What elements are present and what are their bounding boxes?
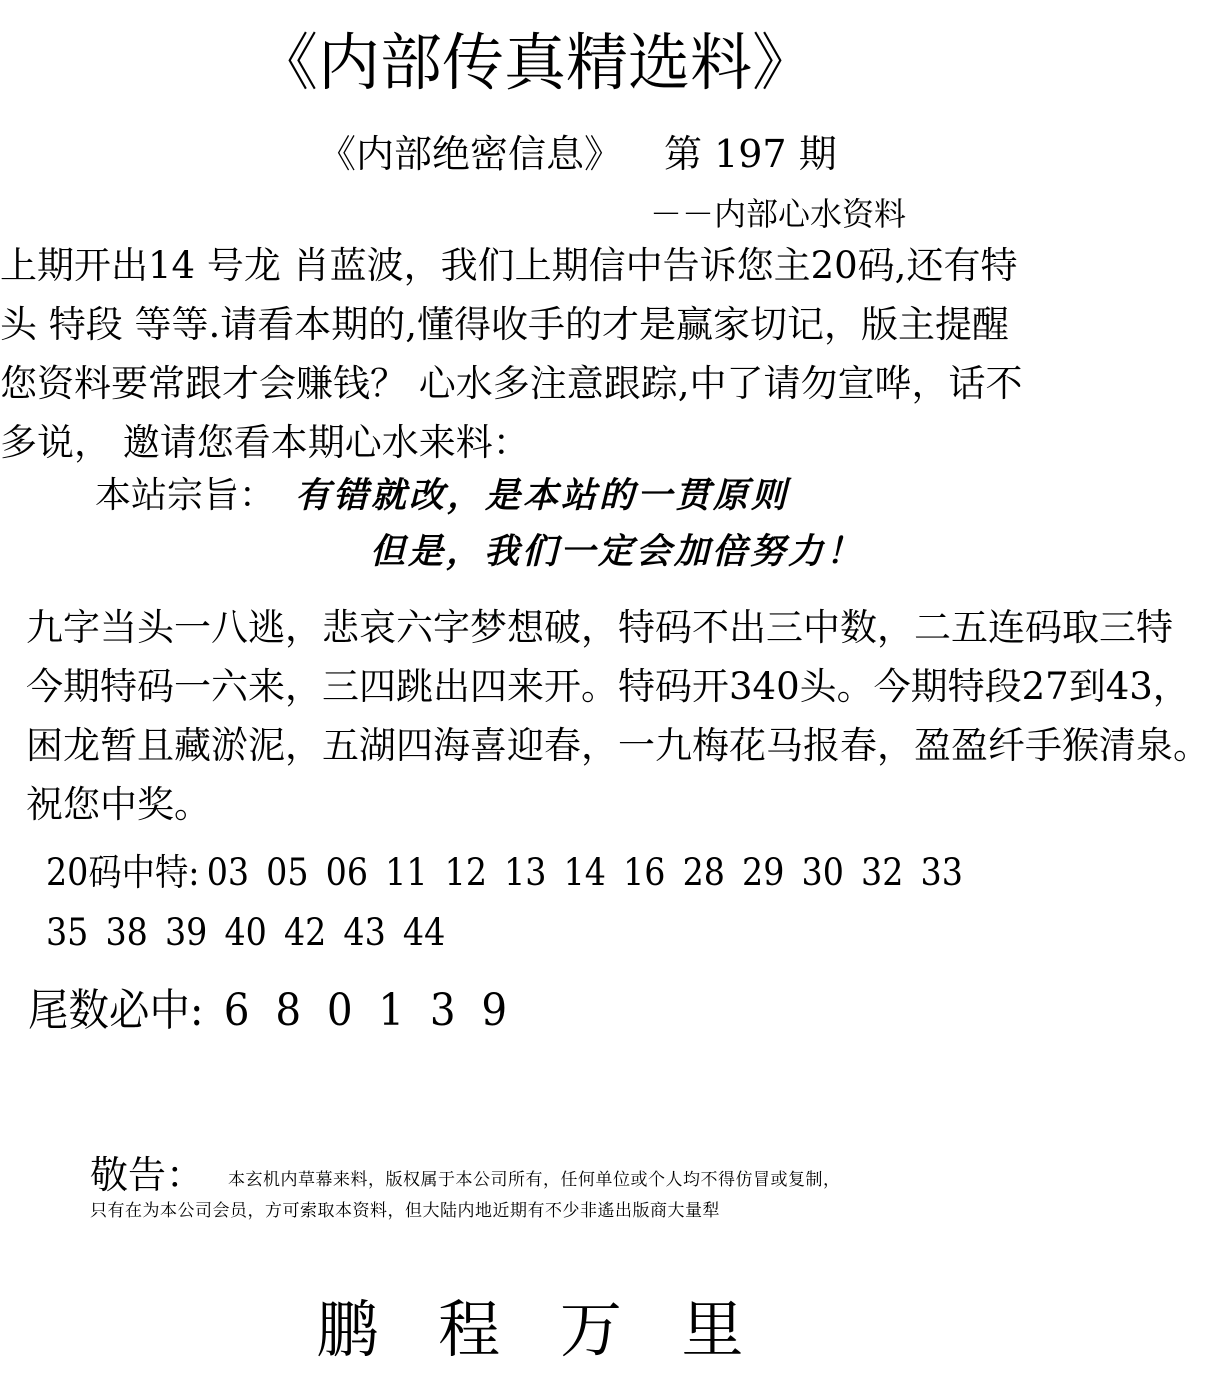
tail-digit: 6 xyxy=(223,985,250,1036)
notice-label: 敬告： xyxy=(90,1153,205,1197)
code-number: 05 xyxy=(266,851,309,894)
code-number: 12 xyxy=(444,851,488,894)
intro-line: 您资料要常跟才会赚钱？ 心水多注意跟踪,中了请勿宣哗，话不 xyxy=(0,362,1023,405)
code-number: 30 xyxy=(801,851,844,894)
notice-line-1: 本玄机内草幕来料，版权属于本公司所有，任何单位或个人均不得仿冒或复制， xyxy=(228,1170,841,1190)
motto-label: 本站宗旨： xyxy=(95,475,276,516)
code-number: 35 xyxy=(46,911,89,954)
code-number: 43 xyxy=(343,911,386,954)
poem-line: 九字当头一八逃，悲哀六字梦想破，特码不出三中数，二五连码取三特 xyxy=(26,606,1173,649)
code-number: 44 xyxy=(402,911,446,954)
intro-line: 多说， 邀请您看本期心水来料： xyxy=(0,421,530,464)
codes-row-1-numbers xyxy=(199,851,979,894)
code-number: 39 xyxy=(164,911,208,954)
tail-digits-row xyxy=(28,984,533,1038)
tail-label: 尾数必中: xyxy=(28,985,204,1036)
code-number: 03 xyxy=(206,851,250,894)
code-number: 11 xyxy=(385,851,428,894)
code-number: 38 xyxy=(105,911,148,954)
poem-line: 今期特码一六来，三四跳出四来开。特码开340头。今期特段27到43， xyxy=(26,665,1190,708)
code-number: 14 xyxy=(563,851,606,894)
poem-line: 祝您中奖。 xyxy=(26,783,211,826)
code-number: 28 xyxy=(682,851,725,894)
motto-line-2: 但是，我们一定会加倍努力！ xyxy=(370,531,865,572)
tail-digit: 3 xyxy=(429,985,456,1036)
intro-paragraph xyxy=(0,236,1070,472)
tail-digits xyxy=(204,985,533,1036)
tail-digit: 0 xyxy=(326,985,353,1036)
code-number: 33 xyxy=(920,851,963,894)
codes-row-2 xyxy=(46,910,462,956)
intro-line: 头 特段 等等.请看本期的,懂得收手的才是赢家切记，版主提醒 xyxy=(0,303,1010,346)
issue-number: 第 197 期 xyxy=(664,132,837,176)
code-number: 13 xyxy=(504,851,547,894)
code-number: 32 xyxy=(861,851,904,894)
motto-line-1: 有错就改，是本站的一贯原则 xyxy=(295,475,790,516)
poem-block xyxy=(26,598,1210,834)
intro-line: 上期开出14 号龙 肖蓝波，我们上期信中告诉您主20码,还有特 xyxy=(0,244,1018,287)
closing-phrase: 鹏 程 万 里 xyxy=(316,1293,764,1366)
code-number: 29 xyxy=(742,851,785,894)
poem-line: 困龙暂且藏淤泥，五湖四海喜迎春，一九梅花马报春，盈盈纤手猴清泉。 xyxy=(26,724,1210,767)
byline: －－内部心水资料 xyxy=(650,195,907,233)
notice-line-2: 只有在为本公司会员，方可索取本资料，但大陆内地近期有不少非遙出版商大量犁 xyxy=(90,1201,720,1221)
page-title: 《内部传真精选料》 xyxy=(255,26,814,99)
code-number: 40 xyxy=(224,911,267,954)
codes-label: 20码中特: xyxy=(46,851,200,894)
tail-digit: 9 xyxy=(481,985,508,1036)
codes-row-2-numbers xyxy=(46,911,462,954)
code-number: 06 xyxy=(325,851,369,894)
code-number: 16 xyxy=(623,851,666,894)
tail-digit: 1 xyxy=(378,985,405,1036)
subtitle: 《内部绝密信息》 xyxy=(318,132,623,176)
codes-row-1 xyxy=(46,850,980,896)
tail-digit: 8 xyxy=(275,985,302,1036)
code-number: 42 xyxy=(283,911,327,954)
